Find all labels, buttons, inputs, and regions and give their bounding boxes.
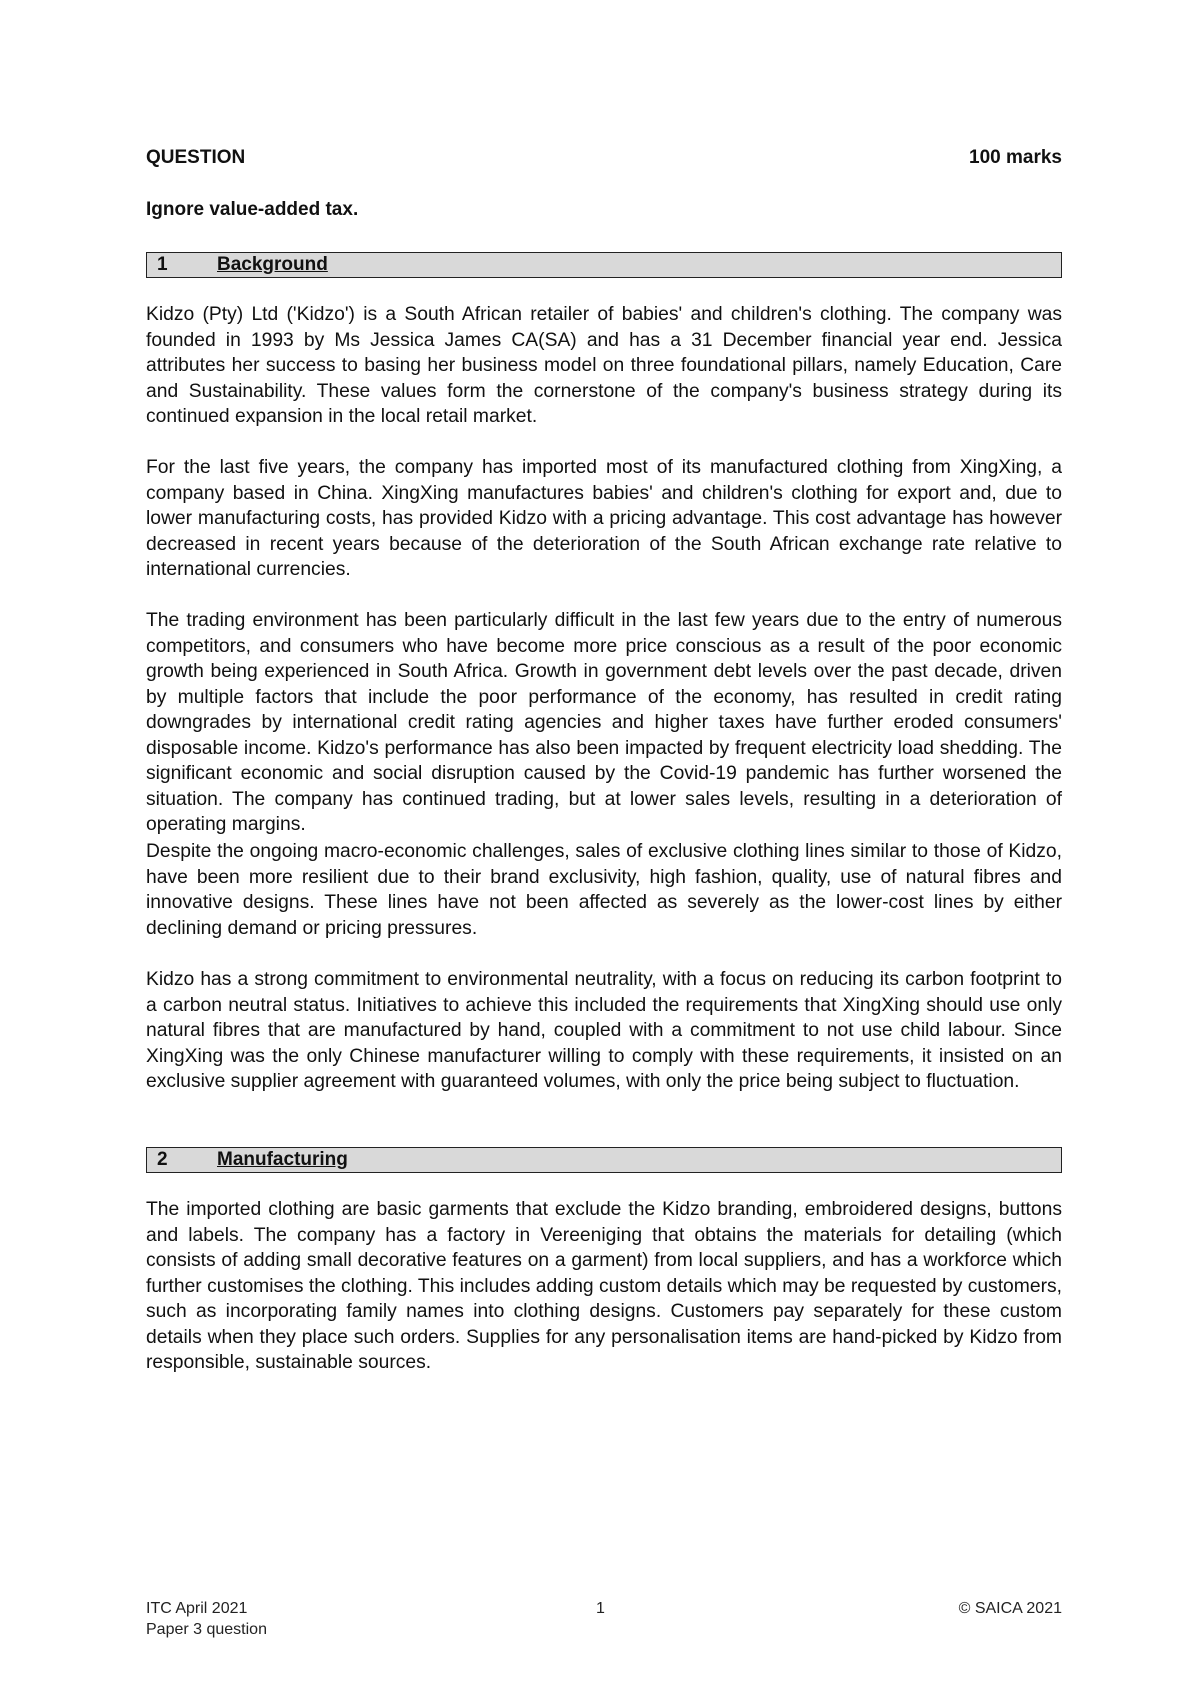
paragraph: Kidzo has a strong commitment to environmental neutrality, with a focus on reducing its carbon footprint to a carbon neutral status. Initiatives to achieve this included the requirements that XingXing should use only natural fibres that are manufactured by hand, coupled with a commitment to not use child labour. Since XingXing was the only Chinese manufacturer willing to comply with these requirements, it insisted on an exclusive supplier agreement with guaranteed volumes, with only the price being subject to fluctuation. [146,969,1062,1092]
footer-paper: Paper 3 question [146,1621,267,1638]
section-title: Manufacturing [217,1149,348,1170]
section-number: 1 [157,254,168,275]
instruction-text: Ignore value-added tax. [146,199,359,220]
paragraph: For the last five years, the company has imported most of its manufactured clothing from XingXing, a company based in China. XingXing manufactures babies' and children's clothing for export and, due to lower manufacturing costs, has provided Kidzo with a pricing advantage. This cost advantage has however decreased in recent years because of the deterioration of the South African exchange rate relative to international currencies. [146,457,1062,580]
page-number: 1 [596,1600,605,1617]
paragraph: Despite the ongoing macro-economic challenges, sales of exclusive clothing lines similar to those of Kidzo, have been more resilient due to their brand exclusivity, high fashion, quality, use of natural fibres and innovative designs. These lines have not been affected as severely as the lower-cost lines by either declining demand or pricing pressures. [146,841,1062,939]
footer-copyright: © SAICA 2021 [958,1600,1062,1617]
question-header [146,147,1062,169]
section-number: 2 [157,1149,168,1170]
section-title: Background [217,254,328,275]
paragraph: Kidzo (Pty) Ltd ('Kidzo') is a South African retailer of babies' and children's clothing. The company was founded in 1993 by Ms Jessica James CA(SA) and has a 31 December financial year end. Jessica attributes her success to basing her business model on three foundational pillars, namely Education, Care and Sustainability. These values form the cornerstone of the company's business strategy during its continued expansion in the local retail market. [146,304,1062,427]
marks-label: 100 marks [969,147,1062,168]
footer-left [146,1598,267,1640]
section-heading-manufacturing [146,1147,1062,1173]
question-label: QUESTION [146,147,246,168]
footer-exam: ITC April 2021 [146,1600,248,1617]
paragraph: The imported clothing are basic garments that exclude the Kidzo branding, embroidered designs, buttons and labels. The company has a factory in Vereeniging that obtains the materials for detailing (which consists of adding small decorative features on a garment) from local suppliers, and has a workforce which further customises the clothing. This includes adding custom details which may be requested by customers, such as incorporating family names into clothing designs. Customers pay separately for these custom details when they place such orders. Supplies for any personalisation items are hand-picked by Kidzo from responsible, sustainable sources. [146,1199,1062,1373]
paragraph: The trading environment has been particularly difficult in the last few years due to the entry of numerous competitors, and consumers who have become more price conscious as a result of the poor economic growth being experienced in South Africa. Growth in government debt levels over the past decade, driven by multiple factors that include the poor performance of the economy, has resulted in credit rating downgrades by international credit rating agencies and higher taxes have further eroded consumers' disposable income. Kidzo's performance has also been impacted by frequent electricity load shedding. The significant economic and social disruption caused by the Covid-19 pandemic has further worsened the situation. The company has continued trading, but at lower sales levels, resulting in a deterioration of operating margins. [146,610,1062,835]
section-heading-background [146,252,1062,278]
